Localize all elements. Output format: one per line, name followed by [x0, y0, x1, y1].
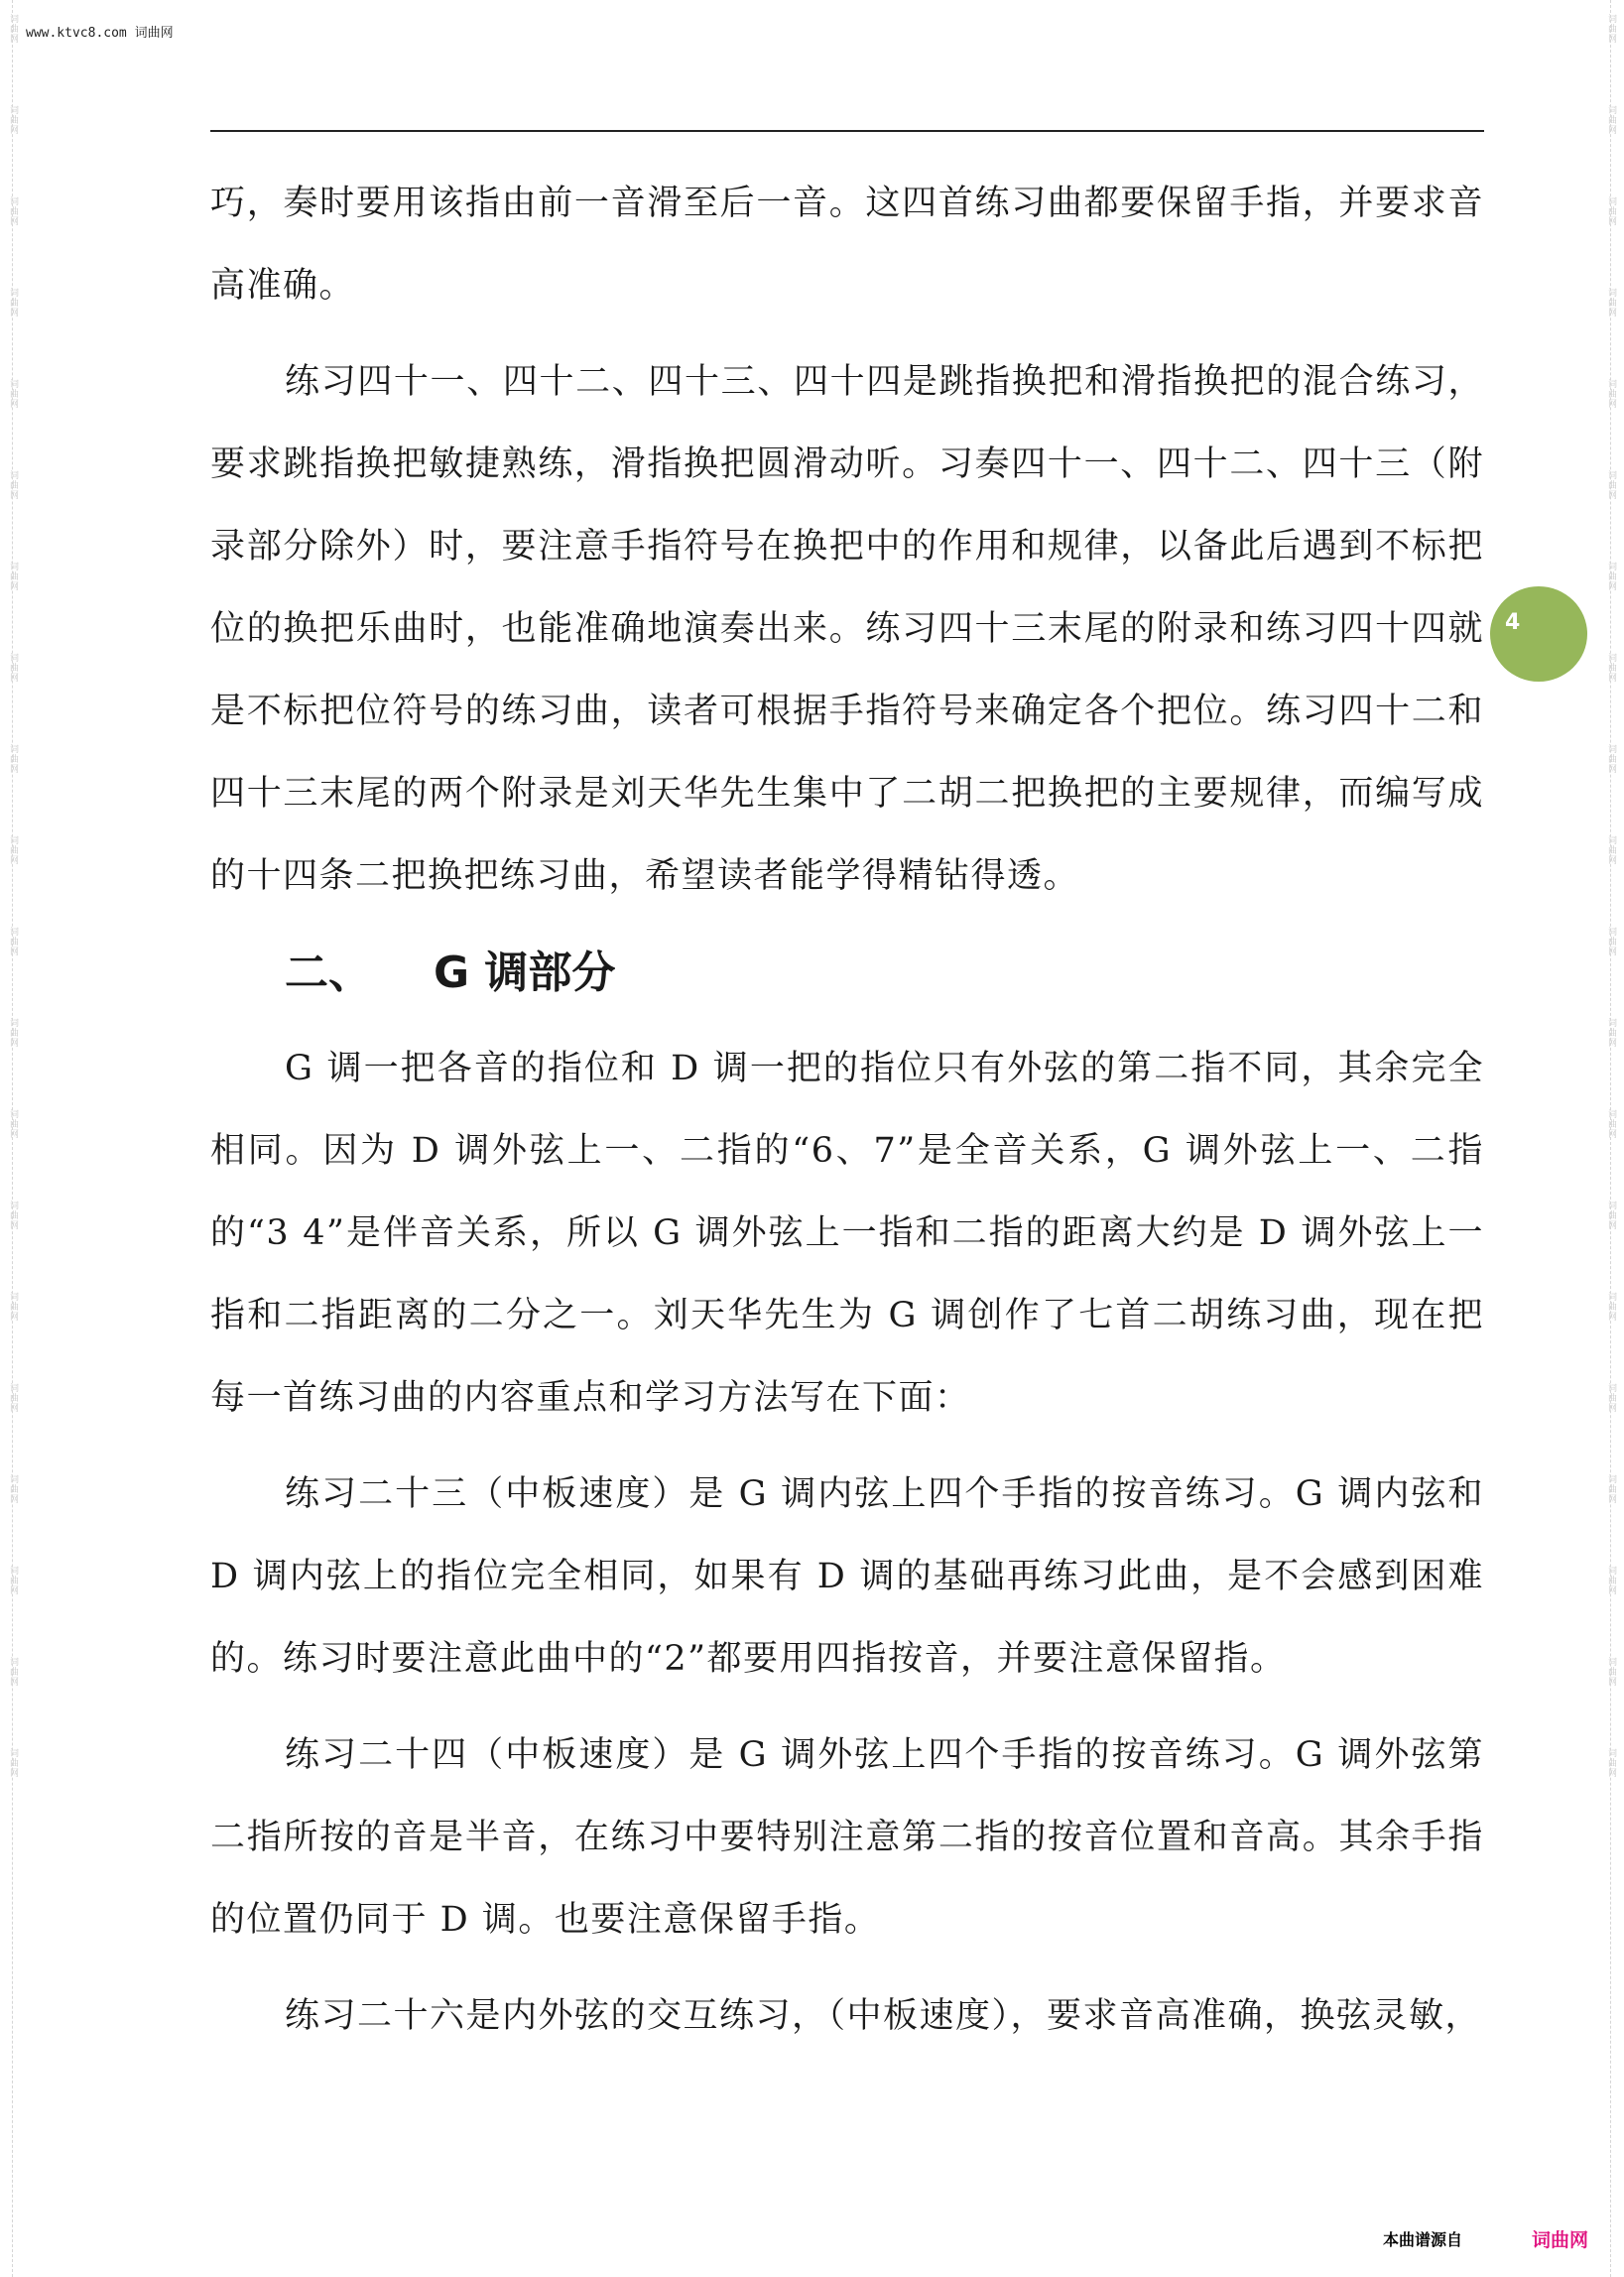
paragraph: 练习二十四（中板速度）是 G 调外弦上四个手指的按音练习。G 调外弦第二指所按的音是半音，在练习中要特别注意第二指的按音位置和音高。其余手指的位置仍同于 D 调。也要注意保留手指。: [210, 1735, 1484, 1940]
paragraph: 练习二十三（中板速度）是 G 调内弦上四个手指的按音练习。G 调内弦和 D 调内弦上的指位完全相同，如果有 D 调的基础再练习此曲，是不会感到困难的。练习时要注意此曲中的“2”都要用四指按音，并要注意保留指。: [210, 1474, 1484, 1679]
watermark-label: 词曲网: [8, 470, 18, 500]
site-url[interactable]: www.ktvc8.com 词曲网: [26, 26, 174, 41]
watermark-label: 词曲网: [1606, 1292, 1616, 1322]
watermark-label: 词曲网: [8, 1201, 18, 1230]
watermark-label: 词曲网: [8, 196, 18, 226]
watermark-label: 词曲网: [1606, 927, 1616, 956]
watermark-label: 词曲网: [8, 1018, 18, 1048]
watermark-label: 词曲网: [8, 1748, 18, 1778]
watermark-label: 词曲网: [8, 1109, 18, 1139]
paragraph: G 调一把各音的指位和 D 调一把的指位只有外弦的第二指不同，其余完全相同。因为 D 调外弦上一、二指的“6、7”是全音关系，G 调外弦上一、二指的“3 4”是伴音关系，所以 G 调外弦上一指和二指的距离大约是 D 调外弦上一指和二指距离的二分之一。刘天华先生为 G 调创作了七首二胡练习曲，现在把每一首练习曲的内容重点和学习方法写在下面：: [210, 1049, 1484, 1418]
watermark-label: 词曲网: [1606, 1657, 1616, 1687]
paragraph: 巧，奏时要用该指由前一音滑至后一音。这四首练习曲都要保留手指，并要求音高准确。: [210, 184, 1484, 306]
watermark-label: 词曲网: [1606, 1383, 1616, 1413]
watermark-label: 词曲网: [1606, 1109, 1616, 1139]
page-number-badge: [1490, 586, 1587, 682]
paragraph: 练习二十六是内外弦的交互练习，（中板速度），要求音高准确，换弦灵敏，: [285, 1996, 1482, 2036]
watermark-label: 词曲网: [8, 1383, 18, 1413]
paragraph: 练习四十一、四十二、四十三、四十四是跳指换把和滑指换把的混合练习，要求跳指换把敏捷熟练，滑指换把圆滑动听。习奏四十一、四十二、四十三（附录部分除外）时，要注意手指符号在换把中的作用和规律，以备此后遇到不标把位的换把乐曲时，也能准确地演奏出来。练习四十三末尾的附录和练习四十四就是不标把位符号的练习曲，读者可根据手指符号来确定各个把位。练习四十二和四十三末尾的两个附录是刘天华先生集中了二胡二把换把的主要规律，而编写成的十四条二把换把练习曲，希望读者能学得精钻得透。: [210, 362, 1484, 896]
site-logo[interactable]: 词曲网: [1532, 2229, 1589, 2251]
left-watermark-strip: [0, 0, 26, 2277]
section-number: 二、: [285, 948, 372, 998]
section-heading: [285, 932, 1484, 1014]
watermark-label: 词曲网: [8, 105, 18, 135]
right-guide-line: [1610, 0, 1611, 2277]
watermark-label: 词曲网: [1606, 1748, 1616, 1778]
watermark-label: 词曲网: [8, 1474, 18, 1504]
watermark-label: 词曲网: [8, 1292, 18, 1322]
watermark-label: 词曲网: [8, 379, 18, 409]
watermark-label: 词曲网: [1606, 470, 1616, 500]
right-watermark-strip: [1598, 0, 1624, 2277]
watermark-label: 词曲网: [8, 927, 18, 956]
section-title: G 调部分: [434, 948, 616, 998]
watermark-label: 词曲网: [8, 744, 18, 774]
watermark-label: 词曲网: [8, 14, 18, 44]
watermark-label: 词曲网: [8, 835, 18, 865]
source-note: 本曲谱源自: [1383, 2230, 1463, 2249]
watermark-label: 词曲网: [1606, 288, 1616, 317]
watermark-label: 词曲网: [1606, 196, 1616, 226]
watermark-label: 词曲网: [1606, 1018, 1616, 1048]
watermark-label: 词曲网: [1606, 835, 1616, 865]
watermark-label: 词曲网: [1606, 562, 1616, 591]
watermark-label: 词曲网: [1606, 744, 1616, 774]
watermark-label: 词曲网: [1606, 1566, 1616, 1595]
watermark-label: 词曲网: [1606, 653, 1616, 683]
watermark-label: 词曲网: [1606, 14, 1616, 44]
left-guide-line: [12, 0, 13, 2277]
watermark-label: 词曲网: [8, 1566, 18, 1595]
watermark-label: 词曲网: [1606, 1201, 1616, 1230]
watermark-label: 词曲网: [8, 653, 18, 683]
header-rule: [210, 130, 1484, 132]
watermark-label: 词曲网: [1606, 105, 1616, 135]
page-number: 4: [1505, 610, 1521, 635]
watermark-label: 词曲网: [8, 1657, 18, 1687]
document-body: [210, 163, 1484, 2072]
watermark-label: 词曲网: [1606, 1474, 1616, 1504]
watermark-label: 词曲网: [8, 288, 18, 317]
watermark-label: 词曲网: [1606, 379, 1616, 409]
watermark-label: 词曲网: [8, 562, 18, 591]
